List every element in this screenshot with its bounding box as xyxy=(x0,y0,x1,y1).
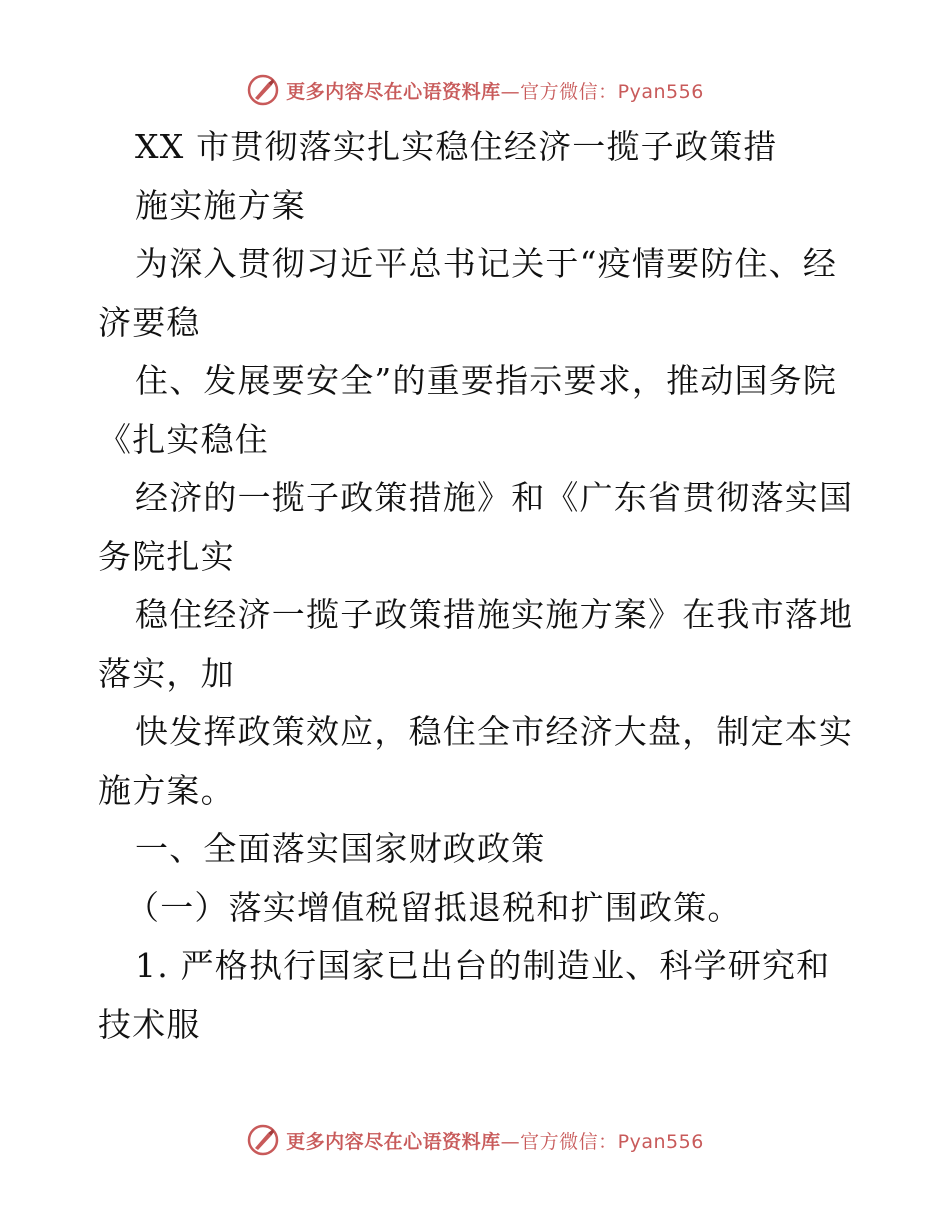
text-line: 技术服 xyxy=(98,1004,201,1044)
watermark-dash: — xyxy=(500,1130,521,1153)
watermark-contact: 官方微信：Pyan556 xyxy=(520,1130,704,1153)
text-line: 施方案。 xyxy=(98,770,235,810)
footer-watermark xyxy=(0,1120,950,1160)
text-line: 为深入贯彻习近平总书记关于“疫情要防住、经 xyxy=(135,244,838,283)
text-line: 1. 严格执行国家已出台的制造业、科学研究和 xyxy=(135,946,831,985)
text-line: 济要稳 xyxy=(98,302,201,342)
text-line: 稳住经济一揽子政策措施实施方案》在我市落地 xyxy=(135,595,854,634)
text-line: 快发挥政策效应，稳住全市经济大盘，制定本实 xyxy=(135,712,854,751)
text-line: 经济的一揽子政策措施》和《广东省贯彻落实国 xyxy=(135,478,854,517)
watermark-contact: 官方微信：Pyan556 xyxy=(520,80,704,103)
watermark-dash: — xyxy=(500,80,521,103)
quill-logo-icon xyxy=(246,73,280,107)
text-line: 务院扎实 xyxy=(98,536,235,576)
header-watermark xyxy=(0,70,950,110)
watermark-text xyxy=(286,1127,704,1154)
text-line: 住、发展要安全”的重要指示要求，推动国务院 xyxy=(135,361,838,400)
document-body xyxy=(98,118,858,1054)
text-line: 落实，加 xyxy=(98,653,235,693)
watermark-text xyxy=(286,77,704,104)
quill-logo-icon xyxy=(246,1123,280,1157)
watermark-brand: 更多内容尽在心语资料库 xyxy=(286,1130,501,1153)
text-line: XX 市贯彻落实扎实稳住经济一揽子政策措 xyxy=(135,127,778,166)
text-line: 施实施方案 xyxy=(135,185,306,225)
text-line: 《扎实稳住 xyxy=(98,419,269,459)
watermark-brand: 更多内容尽在心语资料库 xyxy=(286,80,501,103)
text-line: 一、全面落实国家财政政策 xyxy=(135,829,546,868)
text-line: （一）落实增值税留抵退税和扩围政策。 xyxy=(126,887,742,927)
